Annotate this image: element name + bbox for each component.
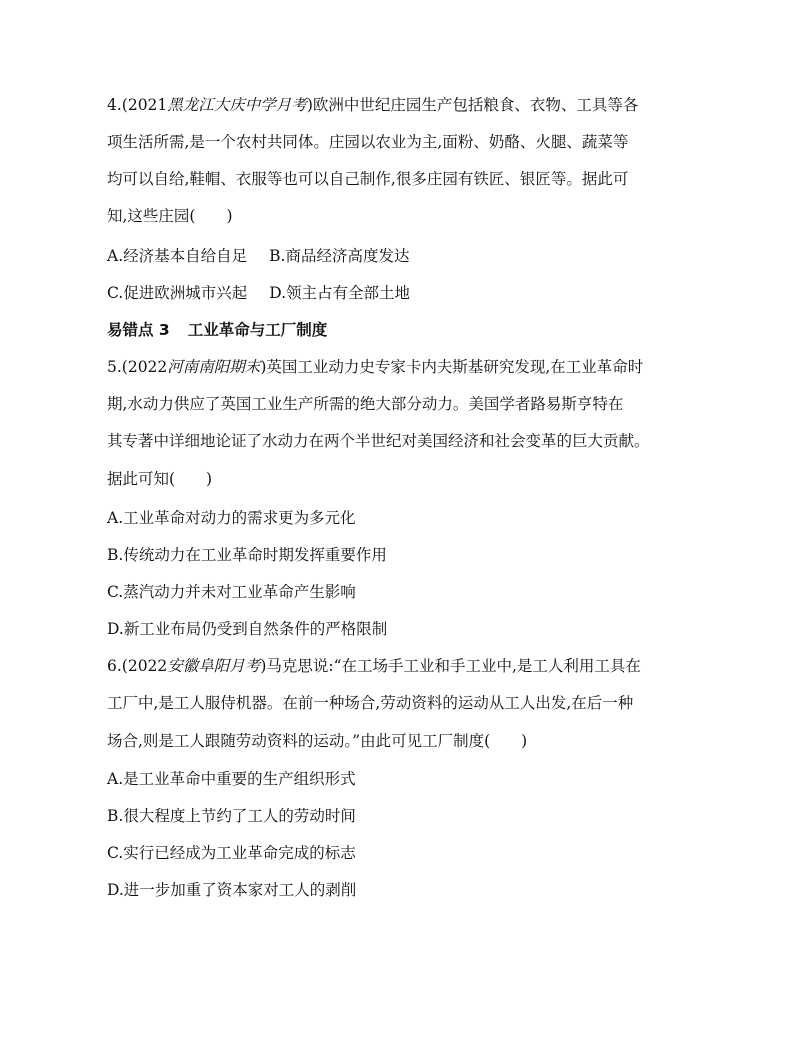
q6-option-d[interactable]: D.进一步加重了资本家对工人的剥削 bbox=[107, 881, 357, 899]
q5-option-c[interactable]: C.蒸汽动力并未对工业革命产生影响 bbox=[107, 583, 356, 601]
q4-options-row-1 bbox=[107, 246, 409, 266]
q6-option-a[interactable]: A.是工业革命中重要的生产组织形式 bbox=[107, 770, 356, 788]
q5-option-b[interactable]: B.传统动力在工业革命时期发挥重要作用 bbox=[107, 546, 387, 564]
q5-option-a[interactable]: A.工业革命对动力的需求更为多元化 bbox=[107, 509, 356, 527]
q4-option-b[interactable]: B.商品经济高度发达 bbox=[269, 247, 410, 265]
q5-line-1 bbox=[107, 357, 643, 377]
q4-option-a[interactable]: A.经济基本自给自足 bbox=[107, 247, 248, 265]
q6-line-1 bbox=[107, 656, 641, 676]
q6-source: 安徽阜阳月考 bbox=[167, 657, 261, 675]
q6-stem-line-1: )马克思说:“在工场手工业和手工业中,是工人利用工具在 bbox=[260, 657, 641, 675]
q5-source: 河南南阳期末 bbox=[167, 358, 261, 376]
q4-option-c[interactable]: C.促进欧洲城市兴起 bbox=[107, 284, 248, 302]
q4-stem-line-2: 项生活所需,是一个农村共同体。庄园以农业为主,面粉、奶酪、火腿、蔬菜等 bbox=[107, 133, 629, 151]
section-label: 易错点 3 bbox=[107, 321, 170, 339]
q5-option-d[interactable]: D.新工业布局仍受到自然条件的严格限制 bbox=[107, 620, 388, 638]
q4-line-1 bbox=[107, 95, 638, 115]
q6-option-b[interactable]: B.很大程度上节约了工人的劳动时间 bbox=[107, 807, 356, 825]
q6-stem-line-2: 工厂中,是工人服侍机器。在前一种场合,劳动资料的运动从工人出发,在后一种 bbox=[107, 694, 634, 712]
q5-number: 5.(2022 bbox=[107, 358, 168, 376]
q6-stem-line-3: 场合,则是工人跟随劳动资料的运动。”由此可见工厂制度( ) bbox=[107, 732, 528, 750]
section-title: 工业革命与工厂制度 bbox=[187, 321, 328, 339]
q4-number: 4.(2021 bbox=[107, 96, 168, 114]
q5-stem-line-3: 其专著中详细地论证了水动力在两个半世纪对美国经济和社会变革的巨大贡献。 bbox=[107, 432, 650, 450]
q5-stem-line-4: 据此可知( ) bbox=[107, 470, 213, 488]
q4-option-d[interactable]: D.领主占有全部土地 bbox=[269, 284, 411, 302]
section-header bbox=[107, 320, 327, 340]
q4-stem-line-4: 知,这些庄园( ) bbox=[107, 207, 233, 225]
q6-option-c[interactable]: C.实行已经成为工业革命完成的标志 bbox=[107, 844, 356, 862]
q4-source: 黑龙江大庆中学月考 bbox=[167, 96, 307, 114]
q6-number: 6.(2022 bbox=[107, 657, 168, 675]
q4-stem-line-3: 均可以自给,鞋帽、衣服等也可以自己制作,很多庄园有铁匠、银匠等。据此可 bbox=[107, 170, 629, 188]
q5-stem-line-2: 期,水动力供应了英国工业生产所需的绝大部分动力。美国学者路易斯亨特在 bbox=[107, 395, 624, 413]
q4-options-row-2 bbox=[107, 283, 410, 303]
q5-stem-line-1: )英国工业动力史专家卡内夫斯基研究发现,在工业革命时 bbox=[260, 358, 644, 376]
q4-stem-line-1: )欧洲中世纪庄园生产包括粮食、衣物、工具等各 bbox=[306, 96, 639, 114]
